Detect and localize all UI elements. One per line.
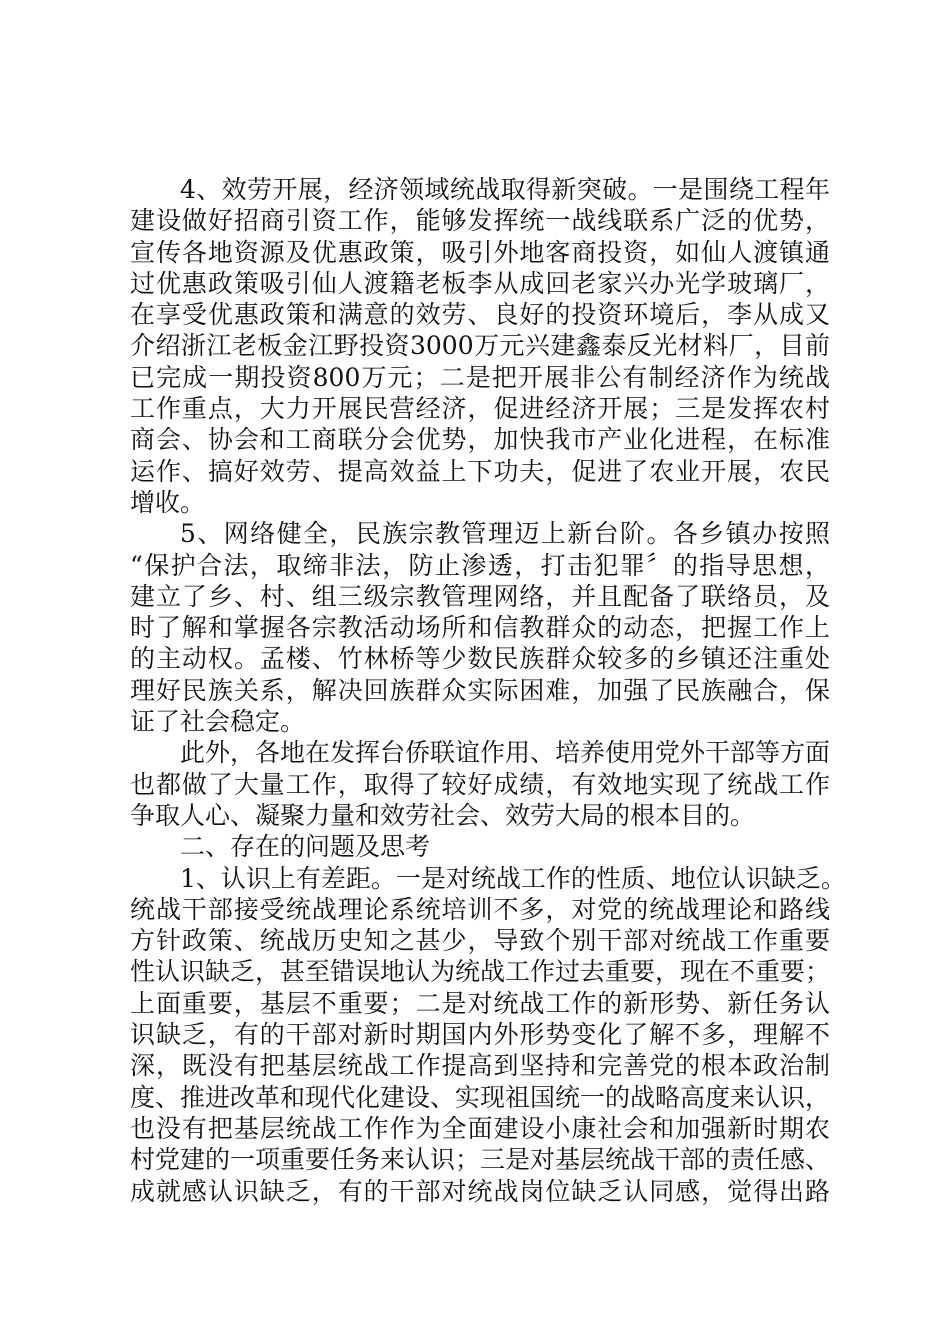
- text-line: 上面重要，基层不重要；二是对统战工作的新形势、新任务认: [130, 988, 830, 1018]
- text-line: 村党建的一项重要任务来认识；三是对基层统战干部的责任感、: [130, 1145, 831, 1175]
- text-line: 宣传各地资源及优惠政策，吸引外地客商投资，如仙人渡镇通: [130, 237, 830, 267]
- text-line: 度、推进改革和现代化建设、实现祖国统一的战略高度来认识，: [130, 1082, 831, 1112]
- text-line: 也没有把基层统战工作作为全面建设小康社会和加强新时期农: [130, 1113, 830, 1143]
- text-line: 在享受优惠政策和满意的效劳、良好的投资环境后，李从成又: [130, 300, 830, 330]
- text-line: 二、存在的问题及思考: [180, 832, 431, 862]
- text-line: 争取人心、凝聚力量和效劳社会、效劳大局的根本目的。: [130, 800, 756, 830]
- text-line: 5、网络健全，民族宗教管理迈上新台阶。各乡镇办按照: [180, 519, 830, 549]
- text-line: 成就感认识缺乏，有的干部对统战岗位缺乏认同感，觉得出路: [130, 1176, 830, 1206]
- text-line: 介绍浙江老板金江野投资3000万元兴建鑫泰反光材料厂，目前: [130, 331, 830, 361]
- text-line: 商会、协会和工商联分会优势，加快我市产业化进程，在标准: [130, 425, 830, 455]
- text-line: 也都做了大量工作，取得了较好成绩，有效地实现了统战工作: [130, 769, 830, 799]
- text-line: “保护合法，取缔非法，防止渗透，打击犯罪〞的指导思想，: [130, 550, 830, 580]
- paragraph: [130, 174, 830, 518]
- text-line: 工作重点，大力开展民营经济，促进经济开展；三是发挥农村: [130, 394, 830, 424]
- paragraph: [130, 863, 846, 1207]
- text-line: 深，既没有把基层统战工作提高到坚持和完善党的根本政治制: [130, 1051, 830, 1081]
- text-line: 已完成一期投资800万元；二是把开展非公有制经济作为统战: [130, 362, 830, 392]
- text-line: 的主动权。孟楼、竹林桥等少数民族群众较多的乡镇还注重处: [130, 644, 830, 674]
- text-line: 4、效劳开展，经济领域统战取得新突破。一是围绕工程年: [180, 175, 830, 204]
- text-line: 时了解和掌握各宗教活动场所和信教群众的动态，把握工作上: [130, 613, 830, 643]
- document-body: [130, 174, 846, 1207]
- text-line: 此外，各地在发挥台侨联谊作用、培养使用党外干部等方面: [180, 738, 831, 768]
- text-line: 建立了乡、村、组三级宗教管理网络，并且配备了联络员，及: [130, 581, 830, 611]
- text-line: 统战干部接受统战理论系统培训不多，对党的统战理论和路线: [130, 894, 830, 924]
- paragraph: [130, 518, 830, 737]
- text-line: 方针政策、统战历史知之甚少，导致个别干部对统战工作重要: [130, 926, 830, 956]
- text-line: 性认识缺乏，甚至错误地认为统战工作过去重要，现在不重要；: [130, 957, 831, 987]
- text-line: 运作、搞好效劳、提高效益上下功夫，促进了农业开展，农民: [130, 456, 830, 486]
- section-heading: [130, 831, 830, 862]
- text-line: 过优惠政策吸引仙人渡籍老板李从成回老家兴办光学玻璃厂，: [130, 268, 830, 298]
- paragraph: [130, 737, 830, 831]
- text-line: 理好民族关系，解决回族群众实际困难，加强了民族融合，保: [130, 675, 830, 705]
- text-line: 证了社会稳定。: [130, 707, 306, 737]
- text-line: 识缺乏，有的干部对新时期国内外形势变化了解不多，理解不: [130, 1020, 830, 1050]
- text-line: 增收。: [130, 487, 206, 517]
- text-line: 1、认识上有差距。一是对统战工作的性质、地位认识缺乏。: [180, 863, 846, 893]
- text-line: 建设做好招商引资工作，能够发挥统一战线联系广泛的优势，: [130, 206, 830, 236]
